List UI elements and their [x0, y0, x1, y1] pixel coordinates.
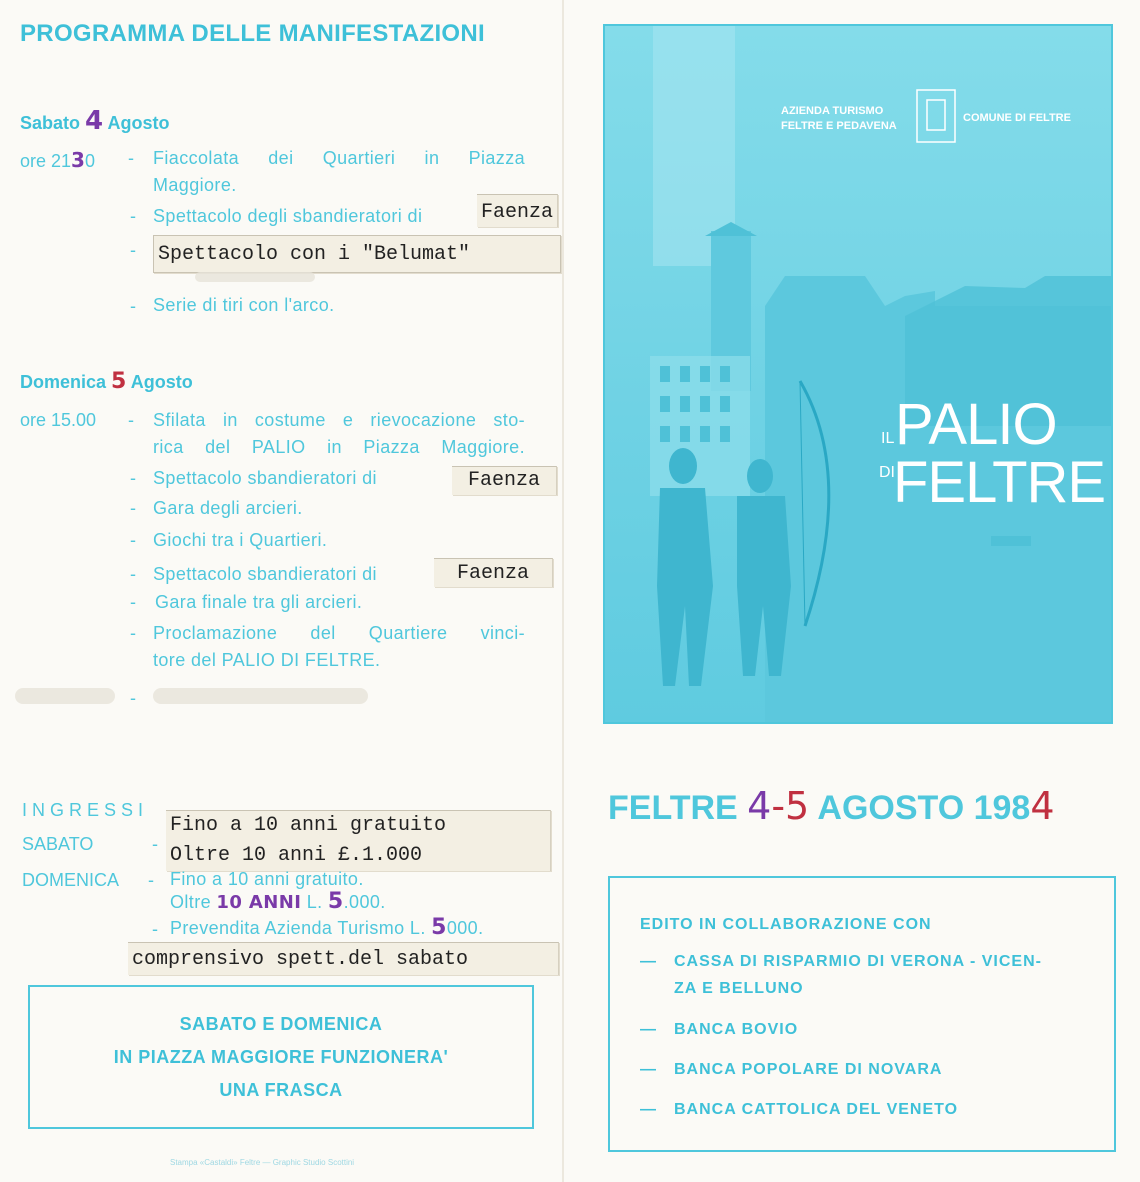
palio-word: PALIO [895, 392, 1057, 457]
dash: — [640, 1061, 657, 1078]
list-item: Sfilata in costume e rievocazione sto- [153, 410, 525, 430]
dash: - [130, 296, 136, 316]
sponsor-item: BANCA BOVIO [674, 1021, 799, 1038]
sunday-heading: Domenica 5 Agosto [20, 369, 193, 394]
poster-image [603, 24, 1113, 724]
list-item: rica del PALIO in Piazza Maggiore. [153, 437, 525, 457]
list-item: tore del PALIO DI FELTRE. [153, 650, 381, 670]
typed-paste-prices: Fino a 10 anni gratuito Oltre 10 anni £.1.000 [166, 810, 551, 871]
ingressi-title: INGRESSI [22, 800, 149, 820]
sponsors-box [608, 876, 1116, 1152]
dash: — [640, 953, 657, 970]
azienda-label: AZIENDA TURISMO FELTRE E PEDAVENA [781, 105, 897, 132]
printer-credit: Stampa «Castaldi» Feltre — Graphic Studio Scottini [170, 1158, 355, 1167]
saturday-time: ore 2130 [20, 148, 95, 172]
domenica-price: Fino a 10 anni gratuito. [170, 869, 364, 889]
frasca-box: SABATO E DOMENICA IN PIAZZA MAGGIORE FUNZIONERA' UNA FRASCA [28, 985, 534, 1129]
sunday-time: ore 15.00 [20, 410, 97, 430]
domenica-price: Oltre 10 ANNI L. 5.000. [170, 889, 386, 914]
dash: - [130, 498, 136, 518]
dash: — [640, 1101, 657, 1118]
palio-di: DI [879, 464, 895, 481]
event-date: FELTRE 4-5 AGOSTO 1984 [608, 784, 1055, 828]
dash: - [130, 240, 136, 260]
dash: - [128, 148, 134, 168]
sponsors-heading: EDITO IN COLLABORAZIONE CON [640, 916, 932, 933]
handwritten-year: 4 [1030, 784, 1055, 828]
sponsor-item: BANCA CATTOLICA DEL VENETO [674, 1101, 959, 1118]
list-item: Spettacolo degli sbandieratori di [153, 206, 423, 226]
paper-smudge [195, 272, 315, 282]
program-title: PROGRAMMA DELLE MANIFESTAZIONI [20, 20, 485, 47]
list-item: Giochi tra i Quartieri. [153, 530, 328, 550]
dash: - [148, 870, 154, 890]
dash: - [130, 530, 136, 550]
list-item: Spettacolo sbandieratori di [153, 468, 377, 488]
typed-paste-belumat: Spettacolo con i "Belumat" [153, 235, 561, 273]
dash: — [640, 1021, 657, 1038]
dash: - [130, 468, 136, 488]
palio-il: IL [881, 430, 895, 447]
dash: - [130, 592, 136, 612]
feltre-word: FELTRE [893, 450, 1106, 515]
paper-smudge [15, 688, 115, 704]
list-item: Serie di tiri con l'arco. [153, 295, 335, 315]
dash: - [128, 410, 134, 430]
list-item: Fiaccolata dei Quartieri in Piazza [153, 148, 525, 168]
typed-paste-city: Faenza [452, 466, 557, 495]
list-item: Spettacolo sbandieratori di [153, 564, 377, 584]
saturday-heading: Sabato 4 Agosto [20, 106, 170, 136]
typed-paste-city: Faenza [477, 194, 558, 227]
typed-paste-city: Faenza [434, 558, 553, 587]
handwritten-day: 5 [111, 369, 127, 394]
dash: - [152, 919, 158, 939]
list-item: Maggiore. [153, 175, 237, 195]
sponsor-item: ZA E BELLUNO [674, 980, 804, 997]
page-fold [562, 0, 564, 1182]
domenica-label: DOMENICA [22, 870, 120, 890]
list-item: Gara finale tra gli arcieri. [155, 592, 363, 612]
list-item: Gara degli arcieri. [153, 498, 303, 518]
typed-paste-note: comprensivo spett.del sabato [128, 942, 559, 975]
prevendita: Prevendita Azienda Turismo L. 5000. [170, 915, 484, 940]
dash: - [130, 688, 136, 708]
dash: - [130, 564, 136, 584]
dash: - [130, 623, 136, 643]
comune-label: COMUNE DI FELTRE [963, 112, 1071, 124]
list-item: Proclamazione del Quartiere vinci- [153, 623, 525, 643]
paper-smudge [153, 688, 368, 704]
handwritten-days: 4-5 [747, 784, 810, 828]
handwritten-day: 4 [85, 106, 104, 136]
sponsor-item: CASSA DI RISPARMIO DI VERONA - VICEN- [674, 953, 1042, 970]
sponsor-item: BANCA POPOLARE DI NOVARA [674, 1061, 943, 1078]
dash: - [152, 834, 158, 854]
sabato-label: SABATO [22, 834, 94, 854]
dash: - [130, 206, 136, 226]
